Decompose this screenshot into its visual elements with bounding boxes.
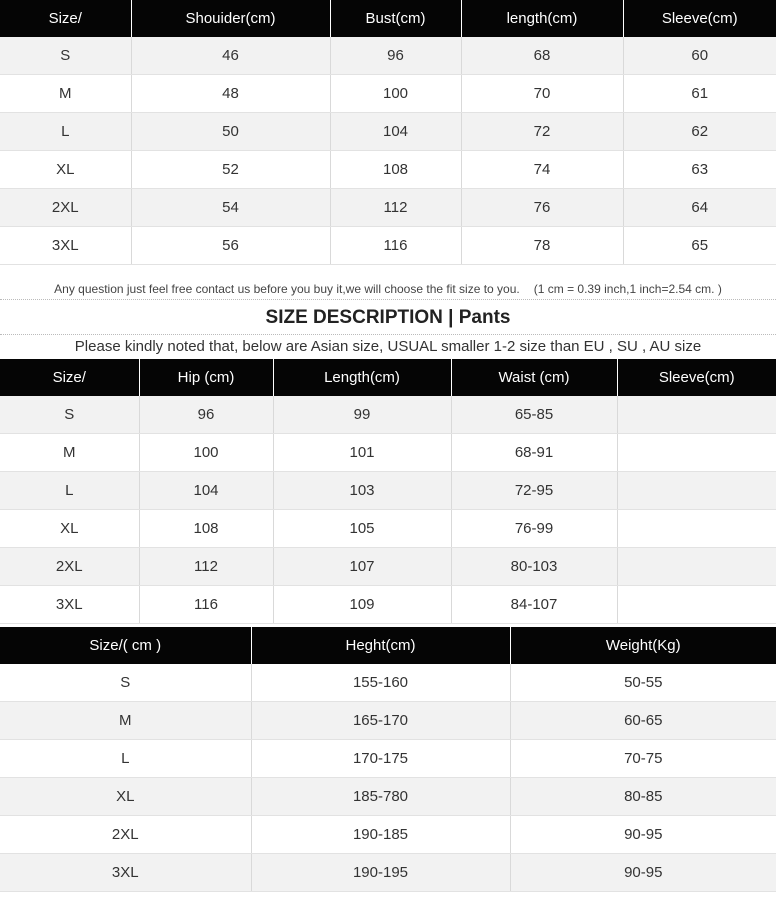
table-cell: 185-780 bbox=[251, 778, 510, 816]
table-cell: S bbox=[0, 37, 131, 75]
header-cell: Sleeve(cm) bbox=[617, 359, 776, 396]
table-cell: 76 bbox=[461, 189, 623, 227]
table-cell: 3XL bbox=[0, 586, 139, 624]
header-cell: Length(cm) bbox=[273, 359, 451, 396]
table-cell: 165-170 bbox=[251, 702, 510, 740]
table-cell: 2XL bbox=[0, 548, 139, 586]
table-cell: S bbox=[0, 664, 251, 702]
table-cell: 68-91 bbox=[451, 434, 617, 472]
section-title: SIZE DESCRIPTION | Pants bbox=[0, 302, 776, 335]
table-cell: 72-95 bbox=[451, 472, 617, 510]
table-cell: 112 bbox=[330, 189, 461, 227]
contact-note-text: Any question just feel free contact us before you buy it,we will choose the fit size to you. bbox=[54, 282, 520, 296]
table-cell: 74 bbox=[461, 151, 623, 189]
table-cell: 60-65 bbox=[510, 702, 776, 740]
table-cell: 105 bbox=[273, 510, 451, 548]
table-cell: 3XL bbox=[0, 227, 131, 265]
table-cell: 64 bbox=[623, 189, 776, 227]
table-cell: L bbox=[0, 113, 131, 151]
table-cell: 90-95 bbox=[510, 816, 776, 854]
table-cell: 62 bbox=[623, 113, 776, 151]
table-cell: 116 bbox=[330, 227, 461, 265]
table-row bbox=[0, 702, 776, 740]
table-row bbox=[0, 396, 776, 434]
table-cell: 107 bbox=[273, 548, 451, 586]
table-cell bbox=[617, 510, 776, 548]
table-cell: 48 bbox=[131, 75, 330, 113]
table-row bbox=[0, 778, 776, 816]
table-cell: 3XL bbox=[0, 854, 251, 892]
header-cell: Hip (cm) bbox=[139, 359, 273, 396]
table-cell: L bbox=[0, 472, 139, 510]
table-cell: 70 bbox=[461, 75, 623, 113]
table-cell bbox=[617, 434, 776, 472]
table-cell: 190-185 bbox=[251, 816, 510, 854]
table-cell: 80-103 bbox=[451, 548, 617, 586]
table-cell: 103 bbox=[273, 472, 451, 510]
table-cell: 52 bbox=[131, 151, 330, 189]
table-cell: 108 bbox=[139, 510, 273, 548]
table-cell: M bbox=[0, 75, 131, 113]
top-size-table bbox=[0, 0, 776, 265]
table-cell: 78 bbox=[461, 227, 623, 265]
table-cell: 155-160 bbox=[251, 664, 510, 702]
table-row bbox=[0, 151, 776, 189]
table-row bbox=[0, 75, 776, 113]
table-cell: M bbox=[0, 434, 139, 472]
header-cell: Size/ bbox=[0, 0, 131, 37]
header-cell: Size/( cm ) bbox=[0, 627, 251, 664]
table-cell: 109 bbox=[273, 586, 451, 624]
table-cell: 61 bbox=[623, 75, 776, 113]
table-cell: 2XL bbox=[0, 816, 251, 854]
table-cell: 2XL bbox=[0, 189, 131, 227]
table-cell: 65 bbox=[623, 227, 776, 265]
table-cell bbox=[617, 548, 776, 586]
table-cell: 50 bbox=[131, 113, 330, 151]
fit-size-table bbox=[0, 627, 776, 892]
table-row bbox=[0, 854, 776, 892]
table-cell: 108 bbox=[330, 151, 461, 189]
table-row bbox=[0, 740, 776, 778]
table-row bbox=[0, 37, 776, 75]
table-header-row bbox=[0, 359, 776, 396]
table-cell: 70-75 bbox=[510, 740, 776, 778]
table-row bbox=[0, 586, 776, 624]
table-cell: 101 bbox=[273, 434, 451, 472]
table-cell: 65-85 bbox=[451, 396, 617, 434]
table-cell: 116 bbox=[139, 586, 273, 624]
table-cell bbox=[617, 472, 776, 510]
table-cell: 190-195 bbox=[251, 854, 510, 892]
table-cell: 104 bbox=[139, 472, 273, 510]
table-row bbox=[0, 548, 776, 586]
table-row bbox=[0, 664, 776, 702]
header-cell: length(cm) bbox=[461, 0, 623, 37]
table-cell: 60 bbox=[623, 37, 776, 75]
header-cell: Heght(cm) bbox=[251, 627, 510, 664]
unit-conversion-note: (1 cm = 0.39 inch,1 inch=2.54 cm. ) bbox=[533, 282, 722, 296]
table-cell: 56 bbox=[131, 227, 330, 265]
table-row bbox=[0, 189, 776, 227]
table-cell: XL bbox=[0, 510, 139, 548]
table-cell: 90-95 bbox=[510, 854, 776, 892]
table-cell: 100 bbox=[139, 434, 273, 472]
table-cell: 68 bbox=[461, 37, 623, 75]
table-row bbox=[0, 227, 776, 265]
table-cell: 63 bbox=[623, 151, 776, 189]
table-cell: 96 bbox=[330, 37, 461, 75]
header-cell: Size/ bbox=[0, 359, 139, 396]
table-header-row bbox=[0, 0, 776, 37]
header-cell: Waist (cm) bbox=[451, 359, 617, 396]
table-cell: 76-99 bbox=[451, 510, 617, 548]
table-cell: 112 bbox=[139, 548, 273, 586]
table-row bbox=[0, 510, 776, 548]
table-cell: 46 bbox=[131, 37, 330, 75]
table-cell: 100 bbox=[330, 75, 461, 113]
table-header-row bbox=[0, 627, 776, 664]
table-cell: S bbox=[0, 396, 139, 434]
contact-note bbox=[0, 279, 776, 300]
table-cell: 170-175 bbox=[251, 740, 510, 778]
table-cell: XL bbox=[0, 778, 251, 816]
table-cell: 96 bbox=[139, 396, 273, 434]
table-cell: 54 bbox=[131, 189, 330, 227]
section-subtitle: Please kindly noted that, below are Asian size, USUAL smaller 1-2 size than EU , SU , AU size bbox=[74, 338, 702, 355]
table-cell: 84-107 bbox=[451, 586, 617, 624]
header-cell: Sleeve(cm) bbox=[623, 0, 776, 37]
pants-size-table bbox=[0, 359, 776, 624]
header-cell: Weight(Kg) bbox=[510, 627, 776, 664]
table-cell: L bbox=[0, 740, 251, 778]
table-cell: 99 bbox=[273, 396, 451, 434]
table-cell bbox=[617, 396, 776, 434]
table-cell: M bbox=[0, 702, 251, 740]
table-row bbox=[0, 816, 776, 854]
table-cell: 50-55 bbox=[510, 664, 776, 702]
table-cell: 104 bbox=[330, 113, 461, 151]
header-cell: Bust(cm) bbox=[330, 0, 461, 37]
table-row bbox=[0, 472, 776, 510]
table-row bbox=[0, 434, 776, 472]
table-cell: 72 bbox=[461, 113, 623, 151]
table-cell: XL bbox=[0, 151, 131, 189]
table-cell: 80-85 bbox=[510, 778, 776, 816]
table-row bbox=[0, 113, 776, 151]
table-cell bbox=[617, 586, 776, 624]
header-cell: Shouider(cm) bbox=[131, 0, 330, 37]
